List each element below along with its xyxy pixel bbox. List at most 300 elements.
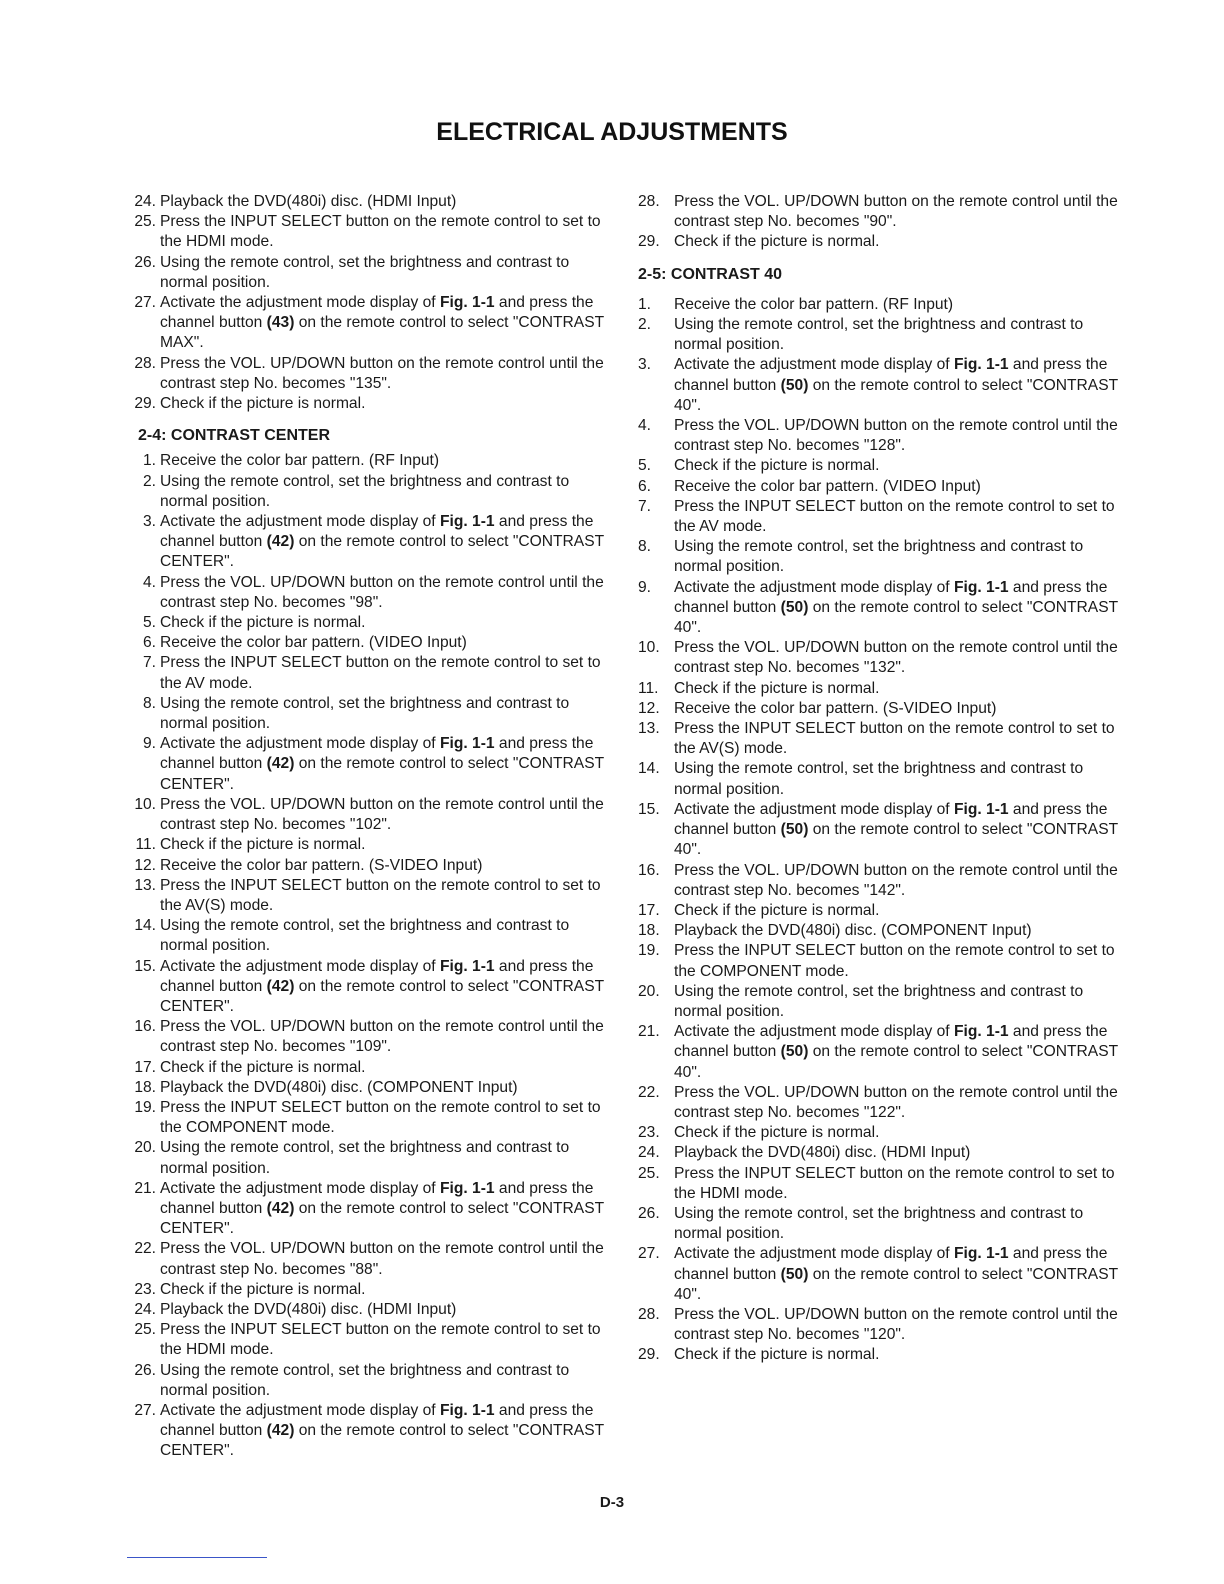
text-run: Receive the color bar pattern. (RF Input)	[674, 295, 954, 313]
step-text	[674, 233, 879, 250]
list-item	[636, 578, 1126, 639]
list-item	[636, 456, 1126, 476]
text-run: Playback the DVD(480i) disc. (HDMI Input)	[160, 193, 457, 210]
text-run: Receive the color bar pattern. (RF Input)	[160, 452, 440, 470]
step-text	[160, 634, 467, 651]
text-run: Activate the adjustment mode display of	[160, 1179, 440, 1197]
bold-reference: (43)	[266, 314, 295, 332]
step-text	[160, 695, 569, 732]
text-run: on the remote control to select "CONTRAST CENTER".	[160, 977, 604, 1015]
step-text	[160, 254, 569, 291]
step-number: 22.	[134, 1240, 156, 1258]
bold-reference: Fig. 1-1	[953, 578, 1009, 596]
step-text	[160, 574, 604, 611]
step-text	[674, 538, 1083, 575]
left-column	[126, 192, 616, 1462]
section-heading: 2-4: CONTRAST CENTER	[138, 427, 331, 445]
step-text	[160, 877, 601, 914]
list-item	[126, 1239, 616, 1279]
step-text	[160, 355, 604, 392]
list-item	[126, 835, 616, 855]
text-run: Receive the color bar pattern. (VIDEO Input)	[160, 634, 467, 652]
text-run: Using the remote control, set the brightness and contrast to normal position.	[160, 1361, 570, 1399]
step-text	[674, 862, 1118, 899]
text-run: Using the remote control, set the brightness and contrast to normal position.	[160, 694, 570, 733]
list-item	[126, 1058, 616, 1078]
text-run: on the remote control to select "CONTRAST 40".	[674, 1043, 1118, 1081]
text-run: Using the remote control, set the brightness and contrast to normal position.	[674, 538, 1084, 576]
text-run: Receive the color bar pattern. (VIDEO Input)	[674, 477, 981, 495]
text-run: Activate the adjustment mode display of	[160, 735, 440, 753]
list-item	[636, 416, 1126, 456]
text-run: Using the remote control, set the brightness and contrast to normal position.	[160, 1139, 570, 1177]
list-item	[126, 1361, 616, 1401]
text-run: and press the channel button	[674, 1245, 1108, 1283]
section-heading: 2-5: CONTRAST 40	[638, 265, 783, 283]
bold-reference: (42)	[266, 533, 295, 551]
step-number: 25.	[638, 1164, 660, 1182]
step-text	[674, 1124, 879, 1141]
step-number: 6.	[638, 477, 652, 495]
list-item	[126, 293, 616, 354]
bold-reference: Fig. 1-1	[953, 1245, 1009, 1263]
text-run: Press the INPUT SELECT button on the remote control to set to the AV mode.	[674, 497, 1115, 536]
step-number: 27.	[134, 294, 156, 312]
list-item	[126, 633, 616, 653]
text-run: Activate the adjustment mode display of	[160, 513, 440, 531]
step-number: 12.	[638, 699, 660, 717]
step-text	[160, 857, 482, 874]
text-run: on the remote control to select "CONTRAST CENTER".	[160, 533, 604, 571]
text-run: Check if the picture is normal.	[674, 233, 880, 251]
step-text	[674, 1306, 1118, 1343]
step-text	[674, 1084, 1118, 1121]
text-run: Activate the adjustment mode display of	[160, 957, 440, 975]
step-number: 5.	[638, 457, 652, 475]
list-item	[636, 295, 1126, 315]
bold-reference: Fig. 1-1	[439, 294, 495, 312]
step-number: 20.	[134, 1139, 156, 1157]
list-item	[126, 694, 616, 734]
text-run: Press the VOL. UP/DOWN button on the remote control until the contrast step No. becomes "88".	[160, 1240, 604, 1278]
text-run: Press the VOL. UP/DOWN button on the remote control until the contrast step No. becomes "120".	[674, 1305, 1118, 1344]
text-run: Check if the picture is normal.	[674, 457, 880, 475]
text-run: on the remote control to select "CONTRAST 40".	[674, 1265, 1118, 1303]
text-run: Activate the adjustment mode display of	[674, 1023, 954, 1041]
text-run: on the remote control to select "CONTRAST 40".	[674, 821, 1118, 859]
step-number: 8.	[638, 538, 652, 556]
list-item	[126, 653, 616, 693]
step-number: 15.	[134, 957, 156, 975]
list-item	[636, 982, 1126, 1022]
step-number: 28.	[134, 354, 156, 372]
step-text	[674, 1023, 1118, 1080]
step-number: 14.	[134, 917, 156, 935]
text-run: Activate the adjustment mode display of	[674, 800, 954, 818]
text-run: and press the channel button	[160, 1401, 594, 1440]
bold-reference: (50)	[780, 1043, 809, 1061]
step-text	[160, 1079, 518, 1096]
step-text	[160, 1059, 365, 1076]
text-run: Receive the color bar pattern. (S-VIDEO Input)	[160, 856, 483, 874]
step-text	[674, 801, 1118, 858]
text-run: Check if the picture is normal.	[674, 901, 880, 919]
step-text	[160, 395, 365, 412]
step-text	[160, 654, 601, 691]
step-number: 7.	[638, 497, 652, 515]
step-number: 8.	[142, 694, 156, 712]
text-run: Playback the DVD(480i) disc. (HDMI Input)	[160, 1300, 457, 1318]
step-text	[674, 1144, 970, 1161]
list-item	[126, 1300, 616, 1320]
text-run: Activate the adjustment mode display of	[674, 578, 954, 596]
list-item	[126, 212, 616, 252]
text-run: Using the remote control, set the brightness and contrast to normal position.	[674, 1204, 1084, 1243]
step-text	[674, 639, 1118, 676]
step-text	[674, 1205, 1083, 1242]
list-item	[126, 876, 616, 916]
list-item	[126, 856, 616, 876]
step-text	[160, 614, 365, 631]
list-item	[126, 916, 616, 956]
step-number: 17.	[638, 901, 660, 919]
text-run: Press the VOL. UP/DOWN button on the remote control until the contrast step No. becomes "90".	[674, 193, 1118, 231]
step-number: 4.	[142, 573, 156, 591]
step-number: 12.	[134, 856, 156, 874]
text-run: on the remote control to select "CONTRAST CENTER".	[160, 1422, 604, 1460]
step-number: 5.	[142, 614, 156, 632]
bold-reference: Fig. 1-1	[439, 1401, 495, 1419]
text-run: on the remote control to select "CONTRAST CENTER".	[160, 1199, 604, 1238]
step-text	[160, 1099, 601, 1136]
text-run: Activate the adjustment mode display of	[160, 294, 440, 312]
text-run: and press the channel button	[674, 800, 1108, 839]
step-number: 15.	[638, 800, 660, 818]
step-number: 11.	[135, 836, 156, 854]
step-number: 6.	[142, 634, 156, 652]
text-run: Activate the adjustment mode display of	[160, 1401, 440, 1419]
step-text	[160, 917, 569, 954]
text-run: and press the channel button	[674, 356, 1108, 394]
step-text	[160, 1139, 569, 1176]
text-run: Receive the color bar pattern. (S-VIDEO Input)	[674, 699, 997, 717]
text-run: Using the remote control, set the brightness and contrast to normal position.	[160, 472, 570, 510]
step-number: 18.	[638, 922, 660, 940]
page-title: ELECTRICAL ADJUSTMENTS	[436, 118, 788, 146]
text-run: on the remote control to select "CONTRAST MAX".	[160, 314, 604, 352]
step-text	[674, 680, 879, 697]
text-run: Playback the DVD(480i) disc. (COMPONENT Input)	[160, 1078, 518, 1096]
text-run: Using the remote control, set the brightness and contrast to normal position.	[674, 316, 1084, 354]
step-text	[674, 922, 1032, 939]
step-text	[674, 942, 1115, 979]
step-number: 13.	[134, 876, 156, 894]
step-text	[160, 1180, 604, 1237]
list-item	[636, 477, 1126, 497]
step-text	[674, 760, 1083, 797]
step-number: 26.	[134, 1361, 156, 1379]
footer-link-underline	[127, 1557, 267, 1558]
step-number: 25.	[134, 1321, 156, 1339]
step-number: 28.	[638, 193, 660, 210]
step-number: 29.	[638, 1346, 660, 1364]
step-text	[674, 356, 1118, 413]
list-item	[126, 795, 616, 835]
list-item	[636, 901, 1126, 921]
step-text	[160, 836, 365, 853]
right-column	[636, 192, 1126, 1366]
step-number: 13.	[638, 720, 660, 738]
step-text	[674, 983, 1083, 1020]
step-text	[160, 1362, 569, 1399]
bold-reference: Fig. 1-1	[439, 1179, 495, 1197]
step-text	[674, 193, 1118, 230]
text-run: Check if the picture is normal.	[160, 395, 366, 413]
bold-reference: (42)	[266, 755, 295, 773]
text-run: Press the VOL. UP/DOWN button on the remote control until the contrast step No. becomes "102".	[160, 795, 604, 834]
list-item	[636, 638, 1126, 678]
list-item	[636, 719, 1126, 759]
list-item	[636, 800, 1126, 861]
text-run: Press the VOL. UP/DOWN button on the remote control until the contrast step No. becomes "132".	[674, 639, 1118, 677]
list-item	[126, 253, 616, 293]
list-item	[636, 699, 1126, 719]
text-run: on the remote control to select "CONTRAST 40".	[674, 598, 1118, 637]
step-number: 22.	[638, 1083, 660, 1101]
text-run: Press the INPUT SELECT button on the remote control to set to the HDMI mode.	[674, 1164, 1115, 1202]
step-number: 16.	[134, 1018, 156, 1036]
step-text	[160, 1018, 604, 1055]
bold-reference: (50)	[780, 1265, 809, 1283]
bold-reference: (50)	[780, 821, 809, 839]
step-text	[160, 958, 604, 1015]
text-run: and press the channel button	[160, 735, 594, 773]
list-item	[126, 472, 616, 512]
list-item	[126, 354, 616, 394]
step-number: 3.	[142, 513, 156, 531]
list-item	[636, 1204, 1126, 1244]
step-number: 14.	[638, 760, 660, 778]
step-number: 26.	[638, 1204, 660, 1222]
step-text	[674, 579, 1118, 636]
text-run: Using the remote control, set the brightness and contrast to normal position.	[674, 760, 1084, 798]
text-run: Press the VOL. UP/DOWN button on the remote control until the contrast step No. becomes "142".	[674, 861, 1118, 899]
bold-reference: (42)	[266, 1422, 295, 1440]
step-number: 24.	[134, 1300, 156, 1318]
step-text	[674, 417, 1118, 454]
step-text	[160, 452, 439, 469]
list-item	[126, 192, 616, 212]
text-run: Press the VOL. UP/DOWN button on the remote control until the contrast step No. becomes "135".	[160, 354, 604, 392]
step-text	[674, 316, 1083, 353]
step-text	[674, 1165, 1115, 1202]
bold-reference: Fig. 1-1	[439, 513, 495, 531]
text-run: Using the remote control, set the brightness and contrast to normal position.	[674, 982, 1084, 1020]
text-run: Activate the adjustment mode display of	[674, 356, 954, 374]
text-run: Press the INPUT SELECT button on the remote control to set to the HDMI mode.	[160, 213, 601, 251]
list-item	[126, 1017, 616, 1057]
step-number: 27.	[638, 1245, 660, 1263]
list-item	[126, 1401, 616, 1462]
bold-reference: (50)	[780, 376, 809, 394]
text-run: and press the channel button	[674, 1023, 1108, 1061]
step-number: 27.	[134, 1401, 156, 1419]
bold-reference: (50)	[780, 598, 809, 616]
step-number: 10.	[134, 795, 156, 813]
step-text	[160, 1301, 456, 1318]
step-number: 19.	[134, 1098, 156, 1116]
list-item	[636, 941, 1126, 981]
step-text	[674, 498, 1115, 535]
bold-reference: Fig. 1-1	[953, 1023, 1009, 1041]
list-item	[126, 613, 616, 633]
step-number: 24.	[134, 193, 156, 210]
text-run: Check if the picture is normal.	[674, 679, 880, 697]
text-run: Check if the picture is normal.	[160, 614, 366, 632]
text-run: Press the INPUT SELECT button on the remote control to set to the HDMI mode.	[160, 1321, 601, 1359]
list-item	[126, 512, 616, 573]
step-text	[674, 1245, 1118, 1302]
list-item	[636, 921, 1126, 941]
step-text	[160, 473, 569, 510]
text-run: Check if the picture is normal.	[674, 1124, 880, 1142]
list-item	[636, 1244, 1126, 1305]
step-number: 16.	[638, 861, 660, 879]
text-run: and press the channel button	[674, 578, 1108, 616]
step-number: 7.	[142, 654, 156, 672]
text-run: Activate the adjustment mode display of	[674, 1245, 954, 1263]
text-run: Press the VOL. UP/DOWN button on the remote control until the contrast step No. becomes "122".	[674, 1083, 1118, 1121]
list-item	[126, 451, 616, 471]
step-text	[160, 735, 604, 792]
list-item	[636, 355, 1126, 416]
text-run: and press the channel button	[160, 513, 594, 551]
list-item	[636, 537, 1126, 577]
list-item	[636, 1305, 1126, 1345]
list-item	[126, 1138, 616, 1178]
step-text	[674, 478, 981, 495]
step-number: 17.	[134, 1058, 156, 1076]
step-number: 10.	[638, 639, 660, 657]
step-number: 21.	[134, 1179, 156, 1197]
list-item	[636, 759, 1126, 799]
step-number: 24.	[638, 1144, 660, 1162]
text-run: Check if the picture is normal.	[674, 1346, 880, 1364]
step-text	[160, 796, 604, 833]
step-number: 2.	[638, 316, 652, 334]
list-item	[126, 1078, 616, 1098]
list-item	[126, 734, 616, 795]
step-text	[160, 1402, 604, 1459]
list-item	[636, 497, 1126, 537]
text-run: Check if the picture is normal.	[160, 836, 366, 854]
list-item	[636, 1164, 1126, 1204]
text-run: on the remote control to select "CONTRAST 40".	[674, 376, 1118, 414]
step-text	[160, 294, 604, 351]
list-item	[126, 394, 616, 414]
bold-reference: Fig. 1-1	[953, 800, 1009, 818]
step-text	[160, 193, 456, 210]
text-run: Playback the DVD(480i) disc. (HDMI Input)	[674, 1144, 971, 1162]
text-run: and press the channel button	[160, 1179, 594, 1217]
text-run: Check if the picture is normal.	[160, 1058, 366, 1076]
step-text	[674, 720, 1115, 757]
list-item	[126, 1280, 616, 1300]
text-run: Playback the DVD(480i) disc. (COMPONENT Input)	[674, 922, 1032, 940]
step-number: 25.	[134, 213, 156, 231]
step-text	[160, 1281, 365, 1298]
step-text	[674, 902, 879, 919]
list-item	[126, 1179, 616, 1240]
step-text	[674, 700, 996, 717]
step-number: 4.	[638, 417, 652, 435]
text-run: Press the VOL. UP/DOWN button on the remote control until the contrast step No. becomes "109".	[160, 1018, 604, 1056]
list-item	[126, 1320, 616, 1360]
step-number: 20.	[638, 982, 660, 1000]
step-number: 23.	[638, 1124, 660, 1142]
step-number: 3.	[638, 356, 652, 374]
text-run: Using the remote control, set the brightness and contrast to normal position.	[160, 917, 570, 955]
list-item	[636, 679, 1126, 699]
bold-reference: Fig. 1-1	[439, 735, 495, 753]
step-number: 9.	[142, 735, 156, 753]
step-number: 2.	[142, 472, 156, 490]
list-item	[636, 1083, 1126, 1123]
text-run: on the remote control to select "CONTRAST CENTER".	[160, 755, 604, 793]
list-item	[126, 573, 616, 613]
step-number: 11.	[638, 679, 659, 697]
page-number: D-3	[599, 1494, 625, 1511]
step-number: 1.	[638, 295, 652, 313]
list-item	[636, 232, 1126, 252]
text-run: Press the INPUT SELECT button on the remote control to set to the AV mode.	[160, 654, 601, 692]
list-item	[636, 1022, 1126, 1083]
step-number: 29.	[638, 233, 660, 251]
text-run: Press the INPUT SELECT button on the remote control to set to the COMPONENT mode.	[674, 942, 1115, 980]
text-run: Press the INPUT SELECT button on the remote control to set to the AV(S) mode.	[160, 876, 601, 914]
list-item	[636, 1143, 1126, 1163]
bold-reference: (42)	[266, 1199, 295, 1217]
list-item	[636, 192, 1126, 232]
list-item	[636, 1123, 1126, 1143]
text-run: Press the VOL. UP/DOWN button on the remote control until the contrast step No. becomes "128".	[674, 417, 1118, 455]
text-run: Press the INPUT SELECT button on the remote control to set to the COMPONENT mode.	[160, 1098, 601, 1137]
step-number: 9.	[638, 578, 652, 596]
bold-reference: Fig. 1-1	[953, 356, 1009, 374]
list-item	[126, 1098, 616, 1138]
text-run: Check if the picture is normal.	[160, 1280, 366, 1298]
text-run: Press the VOL. UP/DOWN button on the remote control until the contrast step No. becomes "98".	[160, 573, 604, 611]
step-number: 18.	[134, 1078, 156, 1096]
step-text	[674, 1346, 879, 1363]
step-number: 23.	[134, 1280, 156, 1298]
list-item	[636, 861, 1126, 901]
list-item	[126, 957, 616, 1018]
step-number: 1.	[142, 452, 156, 470]
step-number: 19.	[638, 942, 660, 960]
text-run: Press the INPUT SELECT button on the remote control to set to the AV(S) mode.	[674, 720, 1115, 758]
step-text	[160, 213, 601, 250]
step-text	[160, 513, 604, 570]
step-number: 28.	[638, 1305, 660, 1323]
bold-reference: (42)	[266, 977, 295, 995]
list-item	[636, 315, 1126, 355]
step-text	[674, 457, 879, 474]
text-run: and press the channel button	[160, 957, 594, 995]
step-number: 26.	[134, 253, 156, 271]
text-run: and press the channel button	[160, 294, 594, 332]
bold-reference: Fig. 1-1	[439, 957, 495, 975]
